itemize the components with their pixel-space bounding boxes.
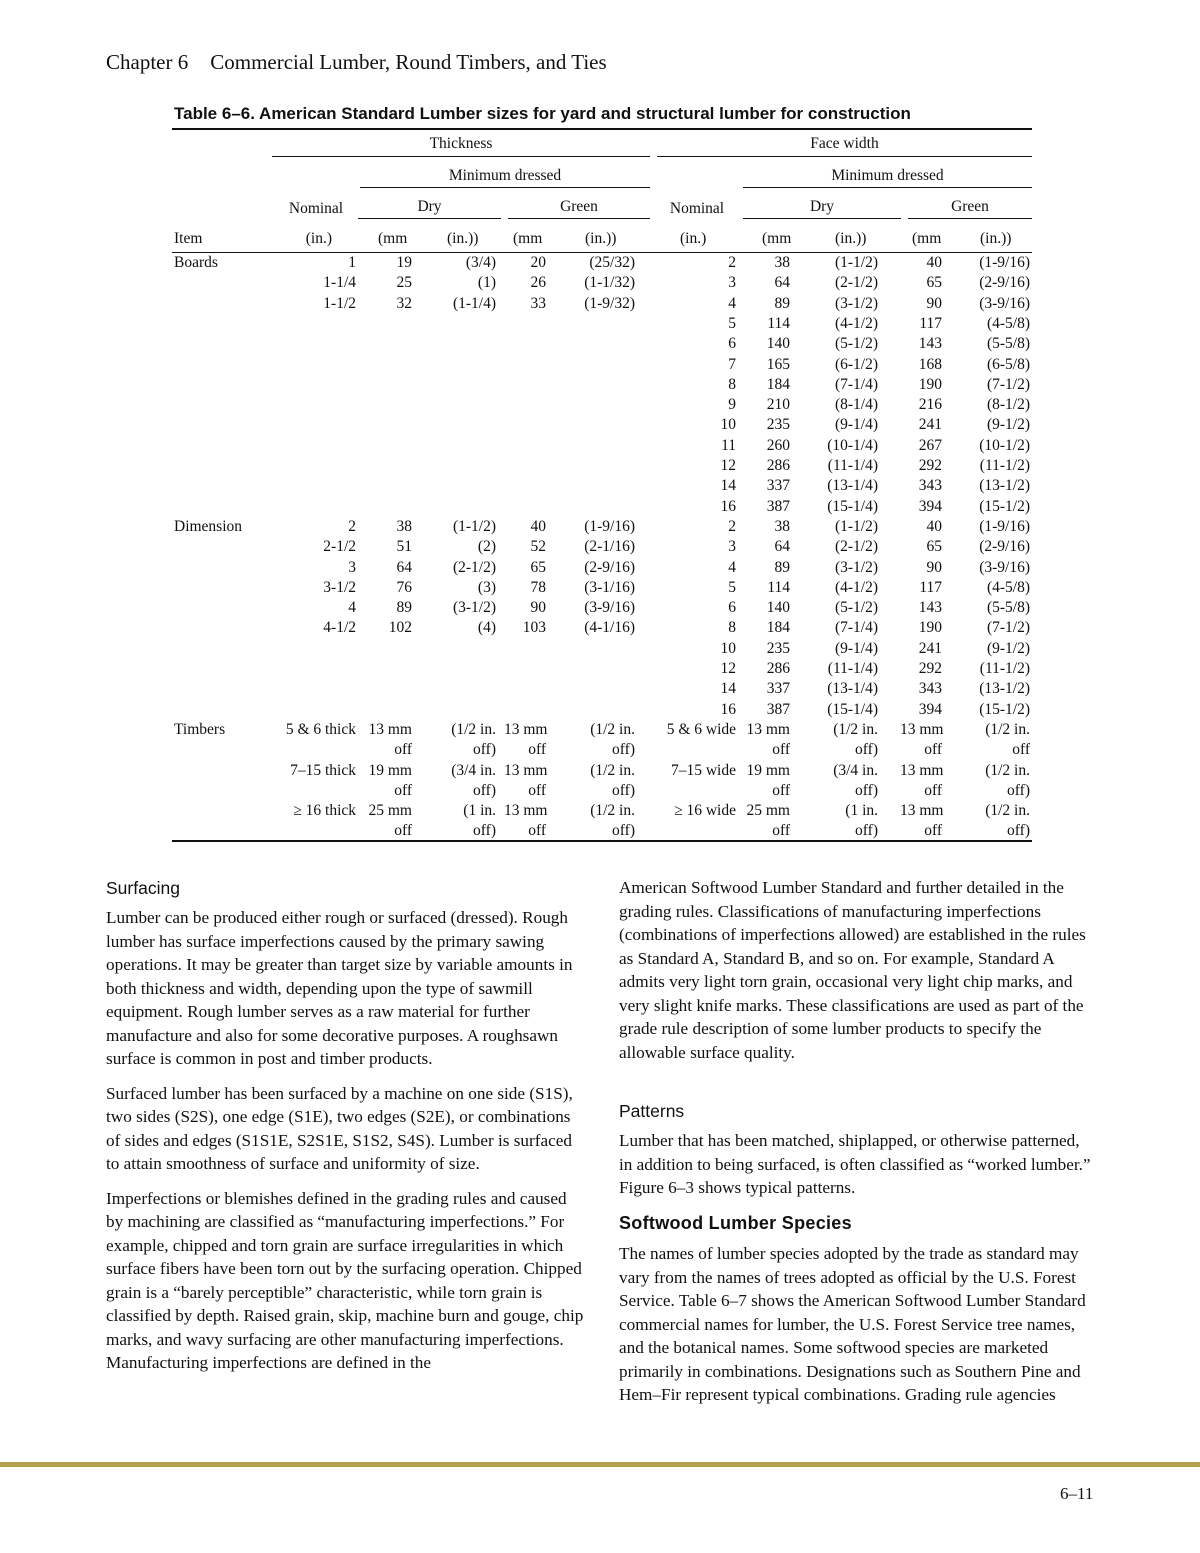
table-top-rule <box>172 128 1032 130</box>
min-dressed-rule-left <box>360 187 650 188</box>
species-paragraph: The names of lumber species adopted by the trade as standard may vary from the names of trees adopted as official by the U.S. Forest Service. Table 6–7 shows the American Softwood Lumber Standard commercial names for lumber, the U.S. Forest Service tree names, and the botanical names. Some softwood species are marketed primarily in combinations. Designations such as Southern Pine and Hem–Fir represent typical combinations. Grading rule agencies <box>619 1244 1086 1404</box>
cell-green-width-in: (5-5/8) <box>986 335 1030 353</box>
chapter-header <box>106 50 629 75</box>
cell-dry-width-in: (5-1/2) <box>834 335 878 353</box>
cell-dry-width-mm: 114 <box>767 578 790 596</box>
cell-green-width-in: off) <box>1007 822 1030 840</box>
cell-green-width-mm: off <box>924 741 942 759</box>
cell-nominal-width: 3 <box>728 274 736 292</box>
nominal-header-right: Nominal <box>669 200 725 217</box>
min-dressed-rule-right <box>743 187 1032 188</box>
min-dressed-header-right: Minimum dressed <box>831 167 944 184</box>
min-dressed-header-left: Minimum dressed <box>448 167 562 184</box>
table-caption: Table 6–6. American Standard Lumber sizes for yard and structural lumber for construction <box>174 104 911 123</box>
unit-dry-mm-left: (mm <box>378 230 408 247</box>
cell-green-mm: off <box>528 741 546 759</box>
cell-nominal-width: 10 <box>720 639 736 657</box>
cell-dry-width-mm: 184 <box>766 375 790 393</box>
cell-green-width-mm: 394 <box>918 700 942 718</box>
cell-nominal-width: 10 <box>720 416 736 434</box>
cell-green-width-in: (7-1/2) <box>986 375 1030 393</box>
cell-green-width-in: (15-1/2) <box>979 700 1030 718</box>
cell-dry-width-in: off) <box>855 741 878 759</box>
cell-green-width-in: (5-5/8) <box>986 599 1030 617</box>
cell-dry-width-in: (9-1/4) <box>834 416 878 434</box>
cell-nominal-width: 8 <box>728 375 736 393</box>
patterns-heading: Patterns <box>619 1101 685 1121</box>
cell-dry-width-mm: 140 <box>766 335 790 353</box>
cell-green-width-mm: 90 <box>926 294 942 312</box>
cell-dry-in: (1-1/4) <box>452 294 496 312</box>
surfacing-heading: Surfacing <box>106 878 180 898</box>
cell-green-mm: 13 mm <box>504 802 548 820</box>
cell-green-in: (3-1/16) <box>584 578 635 596</box>
cell-dry-width-in: (9-1/4) <box>834 639 878 657</box>
cell-green-mm: 20 <box>530 254 546 271</box>
patterns-text <box>619 1129 1097 1211</box>
cell-green-width-mm: off <box>924 781 942 799</box>
cell-green-in: (25/32) <box>589 254 635 271</box>
cell-dry-in: (1/2 in. <box>451 720 496 738</box>
cell-dry-width-mm: off <box>772 822 790 840</box>
cell-dry-in: (2-1/2) <box>452 558 496 576</box>
facewidth-rule <box>657 156 1032 157</box>
standard-paragraph: American Softwood Lumber Standard and further detailed in the grading rules. Classifications of manufacturing imperfections (combinations of imperfections allowed) are established in the rules as Standard A, Standard B, and so on. For example, Standard A admits very light torn grain, occasional very light chip marks, and very slight knife marks. These classifications are used as part of the grade rule description of some lumber products to specify the allowable surface quality. <box>619 878 1086 1062</box>
cell-nominal-thickness: 2 <box>348 517 356 535</box>
cell-dry-width-mm: 25 mm <box>746 802 790 820</box>
cell-dry-width-in: (1-1/2) <box>834 517 878 535</box>
cell-dry-width-in: (13-1/4) <box>827 477 878 495</box>
footer-gold-rule <box>0 1462 1200 1467</box>
cell-green-in: (1/2 in. <box>590 802 635 820</box>
cell-green-width-in: off) <box>1007 781 1030 799</box>
cell-dry-width-in: (5-1/2) <box>834 599 878 617</box>
cell-nominal-thickness: 3 <box>348 558 356 576</box>
cell-dry-width-in: (11-1/4) <box>827 457 878 474</box>
cell-dry-width-in: (13-1/4) <box>827 680 878 698</box>
cell-green-width-in: (11-1/2) <box>979 660 1030 677</box>
cell-dry-width-mm: 337 <box>766 477 790 495</box>
cell-dry-in: (3/4 in. <box>451 761 496 779</box>
unit-nominal-left: (in.) <box>305 230 332 247</box>
cell-dry-width-mm: 184 <box>766 619 790 637</box>
dry-header-left: Dry <box>417 198 442 215</box>
cell-dry-width-in: (11-1/4) <box>827 660 878 677</box>
cell-dry-width-mm: 38 <box>774 517 790 535</box>
cell-dry-in: off) <box>473 822 496 840</box>
unit-dry-in-right: (in.)) <box>835 230 867 247</box>
cell-nominal-width: 6 <box>728 599 736 617</box>
page-number: 6–11 <box>1060 1484 1094 1503</box>
facewidth-header: Face width <box>810 135 879 152</box>
thickness-rule <box>272 156 650 157</box>
cell-green-width-mm: 65 <box>926 538 942 556</box>
cell-green-width-mm: off <box>924 822 942 840</box>
cell-green-width-mm: 190 <box>918 619 942 637</box>
cell-green-in: (2-9/16) <box>584 558 635 576</box>
cell-green-mm: 40 <box>530 517 546 535</box>
cell-green-in: (1-9/32) <box>584 294 635 312</box>
cell-dry-width-in: (1-1/2) <box>834 254 878 271</box>
left-column <box>106 906 584 1386</box>
unit-green-in-right: (in.)) <box>980 230 1012 247</box>
cell-dry-in: (2) <box>477 538 496 556</box>
cell-dry-width-in: (7-1/4) <box>834 619 878 637</box>
cell-green-mm: 65 <box>530 558 546 576</box>
cell-green-in: (2-1/16) <box>584 538 635 556</box>
cell-green-width-in: (10-1/2) <box>979 436 1030 454</box>
cell-green-width-mm: 13 mm <box>900 802 944 820</box>
cell-dry-mm: 19 mm <box>368 761 412 779</box>
cell-green-width-in: (6-5/8) <box>986 355 1030 373</box>
cell-item: Boards <box>174 254 218 271</box>
cell-green-in: (4-1/16) <box>584 619 635 637</box>
cell-green-in: (1-1/32) <box>584 274 635 292</box>
cell-nominal-thickness: 1-1/2 <box>323 294 356 312</box>
species-text <box>619 1242 1097 1418</box>
cell-green-in: (1/2 in. <box>590 720 635 738</box>
cell-dry-in: (1-1/2) <box>452 517 496 535</box>
cell-nominal-width: 2 <box>728 517 736 535</box>
cell-dry-mm: 25 mm <box>368 802 412 820</box>
cell-dry-width-mm: 286 <box>766 457 790 474</box>
cell-green-width-mm: 13 mm <box>900 761 944 779</box>
cell-green-width-mm: 90 <box>926 558 942 576</box>
cell-dry-width-in: (10-1/4) <box>827 436 878 454</box>
cell-nominal-width: 11 <box>721 436 736 454</box>
cell-nominal-width: 7 <box>728 355 736 373</box>
softwood-species-heading: Softwood Lumber Species <box>619 1213 852 1233</box>
item-header: Item <box>174 230 203 247</box>
cell-dry-in: (1) <box>477 274 496 292</box>
cell-dry-in: (3/4) <box>465 254 496 271</box>
thickness-header: Thickness <box>429 135 493 152</box>
cell-dry-width-in: (1/2 in. <box>833 720 878 738</box>
cell-nominal-width: 9 <box>728 396 736 414</box>
cell-dry-width-in: off) <box>855 781 878 799</box>
unit-green-mm-right: (mm <box>912 230 942 247</box>
cell-dry-width-in: (3/4 in. <box>833 761 878 779</box>
cell-dry-mm: 102 <box>388 619 412 637</box>
cell-dry-width-in: off) <box>855 822 878 840</box>
cell-dry-width-mm: 286 <box>766 660 790 677</box>
cell-dry-width-mm: 89 <box>774 558 790 576</box>
cell-green-width-mm: 117 <box>919 578 942 596</box>
cell-green-mm: 13 mm <box>504 720 548 738</box>
cell-dry-width-mm: 165 <box>766 355 790 373</box>
cell-dry-width-mm: 387 <box>766 497 790 515</box>
cell-green-mm: 103 <box>522 619 546 637</box>
cell-green-width-in: (15-1/2) <box>979 497 1030 515</box>
cell-green-width-mm: 343 <box>918 680 942 698</box>
cell-nominal-width: 2 <box>728 254 736 271</box>
cell-nominal-thickness: 3-1/2 <box>323 578 356 596</box>
cell-green-width-in: (1-9/16) <box>979 517 1030 535</box>
dry-rule-left <box>358 218 501 219</box>
surfacing-paragraph-1: Lumber can be produced either rough or surfaced (dressed). Rough lumber has surface imperfections caused by the primary sawing operations. It may be greater than target size by variable amounts in both thickness and width, depending upon the type of sawmill equipment. Rough lumber serves as a raw material for further manufacture and also for some decorative purposes. A roughsawn surface is common in post and timber products. <box>106 908 573 1068</box>
cell-dry-in: off) <box>473 781 496 799</box>
right-column <box>619 876 1097 1075</box>
cell-dry-width-in: (4-1/2) <box>834 314 878 332</box>
cell-green-in: (1-9/16) <box>584 517 635 535</box>
cell-nominal-thickness: ≥ 16 thick <box>293 802 356 820</box>
cell-green-mm: 26 <box>530 274 546 292</box>
cell-green-width-in: (2-9/16) <box>979 538 1030 556</box>
cell-dry-width-mm: 89 <box>774 294 790 312</box>
cell-nominal-width: 7–15 wide <box>670 761 736 779</box>
cell-green-width-in: (1/2 in. <box>985 720 1030 738</box>
cell-dry-width-in: (15-1/4) <box>827 700 878 718</box>
cell-green-width-in: (13-1/2) <box>979 680 1030 698</box>
cell-green-width-mm: 241 <box>918 639 942 657</box>
cell-dry-mm: 32 <box>396 294 412 312</box>
cell-dry-width-mm: 64 <box>774 274 790 292</box>
cell-nominal-width: 16 <box>720 497 736 515</box>
cell-nominal-thickness: 2-1/2 <box>323 538 356 556</box>
cell-dry-width-in: (4-1/2) <box>834 578 878 596</box>
unit-green-mm-left: (mm <box>513 230 543 247</box>
cell-dry-mm: 76 <box>396 578 412 596</box>
green-header-left: Green <box>560 198 598 215</box>
cell-green-mm: 90 <box>530 599 546 617</box>
cell-dry-width-in: (7-1/4) <box>834 375 878 393</box>
cell-nominal-width: 14 <box>720 680 736 698</box>
cell-dry-width-mm: 387 <box>766 700 790 718</box>
unit-dry-mm-right: (mm <box>762 230 792 247</box>
cell-nominal-thickness: 7–15 thick <box>290 761 356 779</box>
cell-dry-width-in: (6-1/2) <box>834 355 878 373</box>
cell-nominal-thickness: 5 & 6 thick <box>285 720 356 738</box>
cell-item: Timbers <box>174 720 226 738</box>
cell-dry-width-mm: 13 mm <box>746 720 790 738</box>
cell-dry-width-mm: 260 <box>766 436 790 454</box>
cell-nominal-width: 5 <box>728 314 736 332</box>
cell-green-width-in: (2-9/16) <box>979 274 1030 292</box>
cell-green-width-mm: 40 <box>926 517 942 535</box>
cell-item: Dimension <box>174 517 243 535</box>
cell-dry-mm: 19 <box>396 254 412 271</box>
cell-green-width-mm: 117 <box>919 314 942 332</box>
cell-dry-width-mm: 337 <box>766 680 790 698</box>
cell-nominal-thickness: 4 <box>348 599 356 617</box>
cell-green-mm: 33 <box>530 294 546 312</box>
green-rule-left <box>508 218 650 219</box>
cell-green-in: off) <box>612 822 635 840</box>
cell-dry-mm: 89 <box>396 599 412 617</box>
cell-dry-mm: 64 <box>396 558 412 576</box>
cell-dry-in: off) <box>473 741 496 759</box>
cell-dry-width-mm: 235 <box>766 416 790 434</box>
cell-nominal-width: 14 <box>720 477 736 495</box>
cell-dry-width-mm: 38 <box>774 254 790 271</box>
cell-green-width-mm: 143 <box>918 335 942 353</box>
cell-dry-width-in: (15-1/4) <box>827 497 878 515</box>
cell-dry-width-mm: 235 <box>766 639 790 657</box>
cell-green-width-in: (13-1/2) <box>979 477 1030 495</box>
cell-dry-width-in: (2-1/2) <box>834 274 878 292</box>
cell-nominal-width: 12 <box>720 660 736 677</box>
cell-dry-in: (3) <box>477 578 496 596</box>
cell-green-width-mm: 267 <box>918 436 942 454</box>
cell-green-mm: off <box>528 781 546 799</box>
cell-green-width-in: (9-1/2) <box>986 639 1030 657</box>
cell-dry-width-mm: 19 mm <box>746 761 790 779</box>
cell-nominal-width: ≥ 16 wide <box>674 802 736 820</box>
cell-nominal-width: 3 <box>728 538 736 556</box>
cell-dry-width-mm: 114 <box>767 314 790 332</box>
cell-green-width-mm: 168 <box>918 355 942 373</box>
dry-header-right: Dry <box>809 198 835 215</box>
chapter-number: Chapter 6 <box>106 50 189 74</box>
cell-dry-in: (3-1/2) <box>452 599 496 617</box>
cell-green-width-mm: 216 <box>918 396 942 414</box>
cell-green-mm: off <box>528 822 546 840</box>
cell-green-width-mm: 65 <box>926 274 942 292</box>
cell-dry-width-in: (2-1/2) <box>834 538 878 556</box>
green-rule-right <box>908 218 1032 219</box>
cell-green-width-in: (7-1/2) <box>986 619 1030 637</box>
unit-green-in-left: (in.)) <box>585 230 617 247</box>
cell-dry-mm: off <box>394 822 412 840</box>
cell-nominal-width: 16 <box>720 700 736 718</box>
surfacing-paragraph-3: Imperfections or blemishes defined in the grading rules and caused by machining are classified as “manufacturing imperfections.” For example, chipped and torn grain are surface irregularities in which surface fibers have been torn out by the surfacing operation. Chipped grain is a “barely perceptible” characteristic, while torn grain is classified by depth. Raised grain, skip, machine burn and gouge, chip marks, and wavy surfacing are other manufacturing imperfections. Manufacturing imperfections are defined in the <box>106 1188 584 1372</box>
cell-nominal-width: 4 <box>728 294 736 312</box>
dry-rule-right <box>743 218 901 219</box>
cell-green-width-in: (4-5/8) <box>986 314 1030 332</box>
cell-nominal-width: 8 <box>728 619 736 637</box>
cell-dry-width-mm: 64 <box>774 538 790 556</box>
cell-green-width-in: (11-1/2) <box>979 457 1030 474</box>
cell-dry-width-mm: 210 <box>766 396 790 414</box>
cell-green-width-mm: 394 <box>918 497 942 515</box>
cell-dry-mm: 38 <box>396 517 412 535</box>
cell-green-in: (3-9/16) <box>584 599 635 617</box>
cell-dry-mm: off <box>394 741 412 759</box>
cell-dry-width-in: (8-1/4) <box>834 396 878 414</box>
cell-green-width-in: (3-9/16) <box>979 294 1030 312</box>
cell-dry-mm: 13 mm <box>368 720 412 738</box>
cell-dry-width-mm: 140 <box>766 599 790 617</box>
cell-green-mm: 52 <box>530 538 546 556</box>
unit-dry-in-left: (in.)) <box>447 230 479 247</box>
cell-green-width-mm: 40 <box>926 254 942 271</box>
cell-green-width-in: (1-9/16) <box>979 254 1030 271</box>
surfacing-paragraph-2: Surfaced lumber has been surfaced by a machine on one side (S1S), two sides (S2S), one edge (S1E), two edges (S2E), or combinations of sides and edges (S1S1E, S2S1E, S1S2, S4S). Lumber is surfaced to attain smoothness of surface and uniformity of size. <box>106 1083 573 1173</box>
cell-nominal-width: 6 <box>728 335 736 353</box>
cell-nominal-width: 12 <box>720 457 736 474</box>
cell-dry-width-mm: off <box>772 741 790 759</box>
cell-dry-in: (1 in. <box>463 802 496 820</box>
cell-green-width-mm: 13 mm <box>900 720 944 738</box>
cell-green-width-mm: 143 <box>918 599 942 617</box>
cell-green-width-in: off <box>1012 741 1030 759</box>
cell-nominal-width: 5 & 6 wide <box>666 720 736 738</box>
cell-green-width-mm: 343 <box>918 477 942 495</box>
cell-green-width-in: (1/2 in. <box>985 761 1030 779</box>
green-header-right: Green <box>951 198 989 215</box>
cell-green-width-in: (3-9/16) <box>979 558 1030 576</box>
nominal-header-left: Nominal <box>288 200 344 217</box>
patterns-paragraph: Lumber that has been matched, shiplapped, or otherwise patterned, in addition to being surfaced, is often classified as “worked lumber.” Figure 6–3 shows typical patterns. <box>619 1131 1091 1197</box>
cell-green-width-in: (1/2 in. <box>985 802 1030 820</box>
cell-nominal-width: 4 <box>728 558 736 576</box>
cell-dry-width-in: (1 in. <box>845 802 878 820</box>
cell-green-mm: 78 <box>530 578 546 596</box>
cell-green-width-in: (8-1/2) <box>986 396 1030 414</box>
cell-green-width-mm: 241 <box>918 416 942 434</box>
cell-dry-width-mm: off <box>772 781 790 799</box>
cell-dry-width-in: (3-1/2) <box>834 558 878 576</box>
unit-nominal-right: (in.) <box>680 230 707 247</box>
cell-green-width-in: (4-5/8) <box>986 578 1030 596</box>
cell-nominal-thickness: 1 <box>348 254 356 271</box>
cell-green-in: (1/2 in. <box>590 761 635 779</box>
cell-dry-in: (4) <box>477 619 496 637</box>
cell-green-in: off) <box>612 781 635 799</box>
cell-green-width-mm: 292 <box>918 660 942 677</box>
cell-green-width-mm: 190 <box>918 375 942 393</box>
chapter-title: Commercial Lumber, Round Timbers, and Ties <box>210 50 607 74</box>
cell-dry-mm: 51 <box>396 538 412 556</box>
cell-dry-mm: 25 <box>396 274 412 292</box>
cell-green-width-mm: 292 <box>918 457 942 474</box>
cell-green-mm: 13 mm <box>504 761 548 779</box>
cell-nominal-thickness: 4-1/2 <box>323 619 356 637</box>
cell-nominal-width: 5 <box>728 578 736 596</box>
cell-dry-mm: off <box>394 781 412 799</box>
cell-nominal-thickness: 1-1/4 <box>323 274 356 292</box>
cell-dry-width-in: (3-1/2) <box>834 294 878 312</box>
cell-green-in: off) <box>612 741 635 759</box>
cell-green-width-in: (9-1/2) <box>986 416 1030 434</box>
